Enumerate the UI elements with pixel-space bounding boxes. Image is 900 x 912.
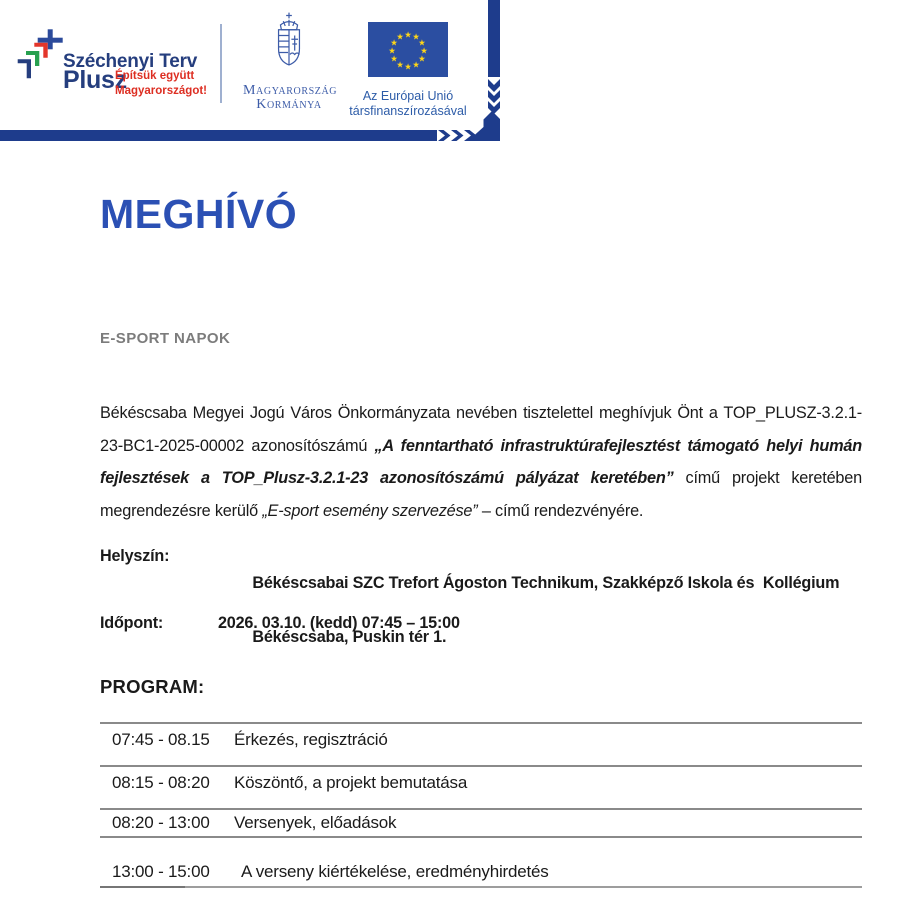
svg-text:★: ★: [390, 38, 398, 49]
svg-text:★: ★: [412, 32, 420, 43]
svg-text:★: ★: [418, 38, 426, 49]
szechenyi-tagline-line2: Magyarországot!: [115, 85, 208, 97]
paragraph-segment: – című rendezvényére.: [477, 501, 644, 520]
eu-cofunding-label: [333, 89, 483, 119]
time-label: Időpont:: [100, 614, 164, 632]
program-activity: A verseny kiértékelése, eredményhirdetés: [241, 862, 549, 881]
venue-label: Helyszín:: [100, 547, 170, 565]
svg-text:★: ★: [390, 54, 398, 65]
svg-text:★: ★: [418, 54, 426, 65]
venue-line2: Békéscsaba, Puskin tér 1.: [252, 628, 447, 646]
program-heading: PROGRAM:: [100, 676, 205, 697]
table-rule: [100, 886, 862, 888]
szechenyi-tagline: [115, 69, 207, 99]
table-row: [100, 838, 862, 886]
table-row: [100, 724, 862, 765]
program-activity: Versenyek, előadások: [234, 813, 397, 832]
chevron-right-icon: [438, 130, 451, 141]
frame-bottom-bar: [0, 130, 437, 141]
eu-cofunding-logo: [333, 22, 483, 119]
svg-text:★: ★: [404, 62, 412, 73]
program-time: 08:20 - 13:00: [112, 813, 210, 832]
szechenyi-cross-icon: [15, 25, 65, 83]
svg-text:★: ★: [396, 32, 404, 43]
eu-flag-icon: [368, 22, 448, 77]
government-label-line2: Kormánya: [256, 96, 322, 112]
svg-text:★: ★: [412, 60, 420, 71]
hungary-coat-of-arms-icon: [270, 12, 308, 76]
venue-line1: Békéscsabai SZC Trefort Ágoston Technikum, Szakképző Iskola és Kollégium: [252, 574, 840, 592]
header-divider: [220, 24, 222, 103]
szechenyi-name-line2: Plusz: [63, 66, 127, 94]
svg-text:★: ★: [404, 30, 412, 41]
szechenyi-terv-plusz-logo: [15, 25, 208, 103]
event-subtitle: E-SPORT NAPOK: [100, 330, 231, 347]
eu-label-line2: társfinanszírozásával: [349, 104, 467, 118]
time-value: 2026. 03.10. (kedd) 07:45 – 15:00: [218, 614, 460, 632]
paragraph-segment: Békéscsaba Megyei Jogú Város Önkormányzata nevében tisztelettel meghívjuk Önt a TOP_PLUSZ-3.2.1-23-BC1-2025-00002 azonosítószámú: [100, 404, 862, 455]
government-label: [243, 83, 338, 112]
time-detail: [100, 610, 862, 637]
program-time: 13:00 - 15:00: [112, 862, 210, 881]
svg-text:★: ★: [396, 60, 404, 71]
table-row: [100, 810, 862, 836]
szechenyi-tagline-line1: Építsük együtt: [115, 70, 195, 82]
paragraph-segment: „A fenntartható infrastruktúrafejlesztést támogató helyi humán fejlesztések a TOP_Plusz-3.2.1-23 azonosítószámú pályázat keretében”: [100, 436, 863, 488]
program-activity: Érkezés, regisztráció: [234, 730, 388, 749]
government-label-line1: Magyarország: [243, 83, 338, 98]
eu-label-line1: Az Európai Unió: [362, 89, 454, 103]
paragraph-segment: „E-sport esemény szervezése”: [262, 501, 478, 520]
program-time: 08:15 - 08:20: [112, 773, 210, 792]
chevron-down-icon: [488, 79, 500, 92]
header: [0, 0, 900, 160]
paragraph-segment: című projekt keretében megrendezésre kerülő: [100, 469, 862, 520]
invitation-paragraph: [100, 397, 862, 527]
szechenyi-name-line1: Széchenyi Terv: [63, 51, 198, 72]
page-title: MEGHÍVÓ: [100, 191, 298, 237]
svg-text:★: ★: [388, 46, 396, 57]
chevron-right-icon: [451, 130, 464, 141]
hungary-government-logo: [243, 12, 338, 112]
frame-right-bar: [488, 0, 500, 77]
program-time: 07:45 - 08.15: [112, 730, 210, 749]
program-table: [100, 722, 862, 888]
program-activity: Köszöntő, a projekt bemutatása: [234, 773, 468, 792]
table-row: [100, 767, 862, 808]
svg-text:★: ★: [420, 46, 428, 57]
